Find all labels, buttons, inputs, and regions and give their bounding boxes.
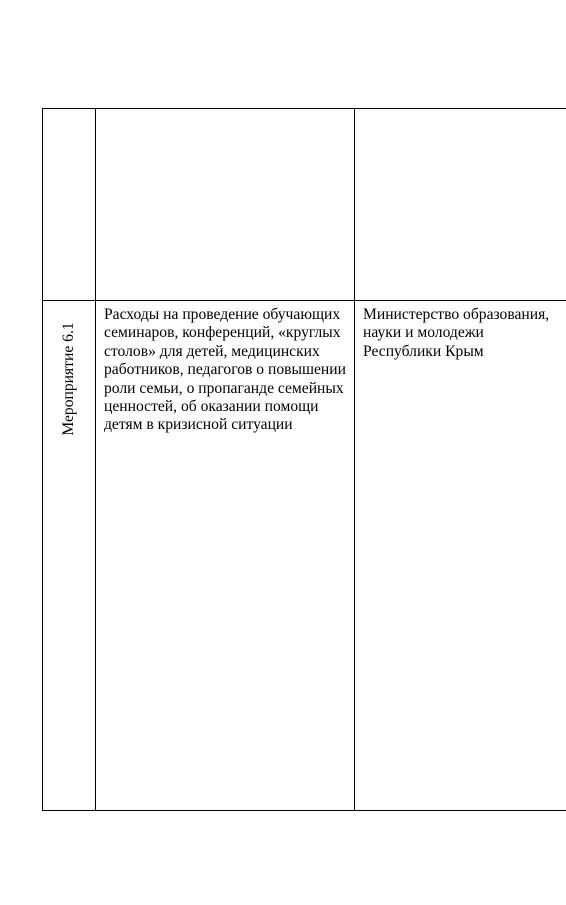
executor-cell [355, 301, 566, 811]
table-cell-empty [43, 109, 96, 301]
cell-text [96, 109, 354, 114]
event-number-cell [43, 301, 96, 811]
cell-text [355, 109, 566, 114]
cell-text [43, 109, 95, 114]
event-label: Мероприятие 6.1 [60, 322, 77, 436]
table-cell-empty [96, 109, 355, 301]
table-cell-empty [355, 109, 566, 301]
measures-table [42, 108, 566, 811]
event-description: Расходы на проведение обучающих семинаров, конференций, «круглых столов» для детей, медицинских работников, педагогов о повышении роли семьи, о пропаганде семейных ценностей, об оказании помощи детям в кризисной ситуации [104, 306, 346, 434]
event-executor: Министерство образования, науки и молодежи Республики Крым [363, 306, 550, 360]
table-row [43, 109, 566, 301]
table-row [43, 301, 566, 811]
description-cell [96, 301, 355, 811]
